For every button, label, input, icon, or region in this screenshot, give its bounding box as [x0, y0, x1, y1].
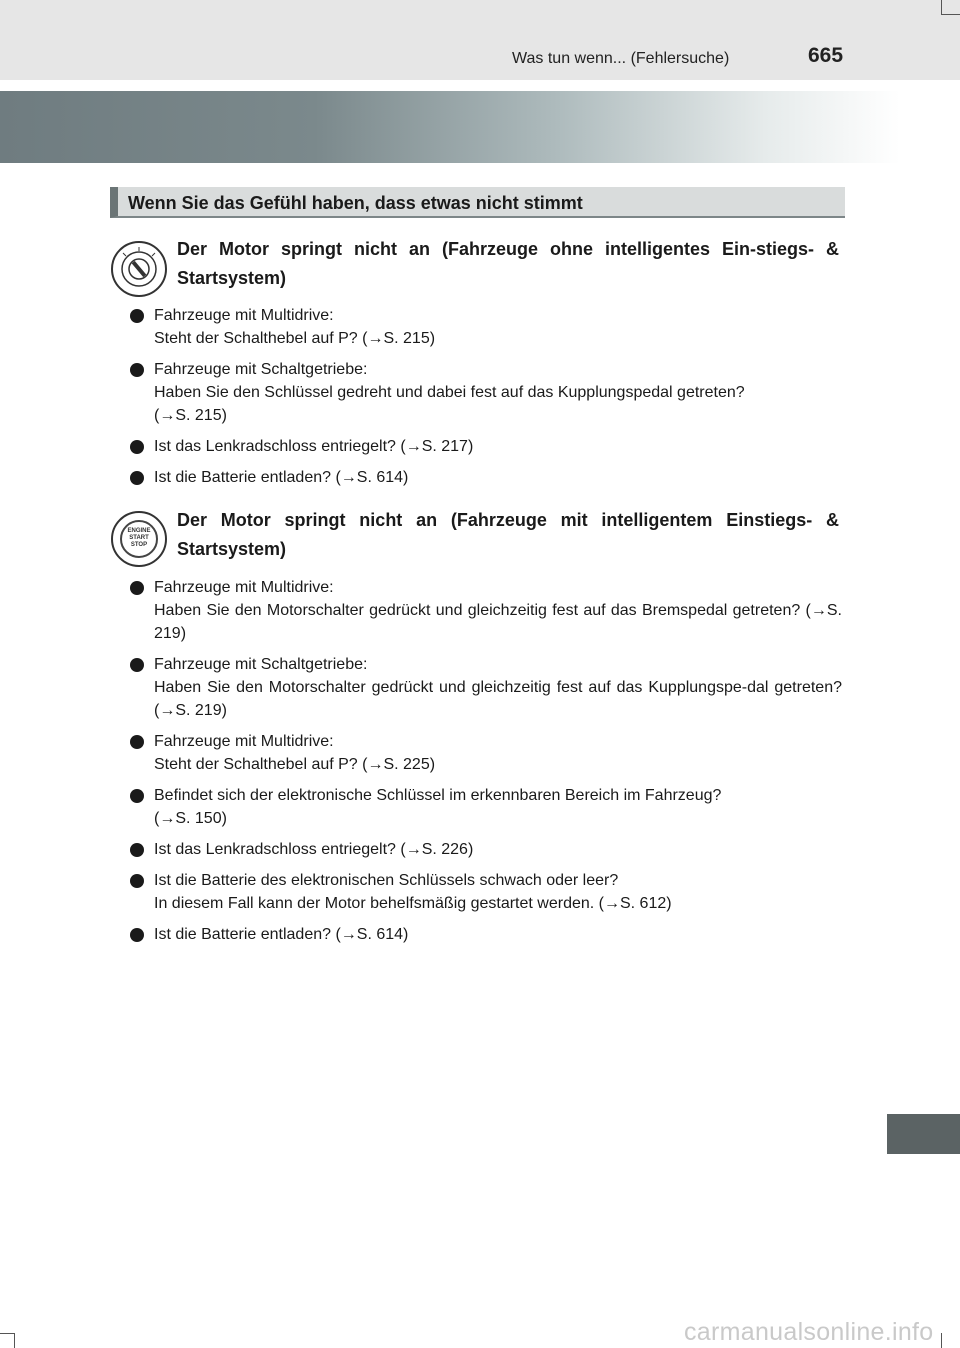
list-item	[130, 869, 842, 915]
list-item-line: Ist die Batterie des elektronischen Schlüssels schwach oder leer?	[154, 872, 619, 889]
ignition-key-icon	[111, 241, 167, 297]
list-item	[130, 923, 842, 946]
list-item	[130, 784, 842, 830]
list-item-line: Fahrzeuge mit Multidrive:	[154, 579, 334, 596]
list-item-line: Steht der Schalthebel auf P? (→S. 225)	[154, 756, 436, 773]
list-item-line: In diesem Fall kann der Motor behelfsmäßig gestartet werden. (→S. 612)	[154, 895, 672, 912]
list-item-line: (→S. 215)	[154, 407, 227, 424]
list-item-line: Haben Sie den Motorschalter gedrückt und gleichzeitig fest auf das Kupplungspe-dal getreten? (→S. 219)	[154, 679, 842, 719]
list-item-line: Haben Sie den Motorschalter gedrückt und gleichzeitig fest auf das Bremspedal getreten? (→S. 219)	[154, 602, 842, 642]
list-item-line: Ist die Batterie entladen? (→S. 614)	[154, 469, 409, 486]
page-number: 665	[808, 44, 844, 67]
section-heading	[110, 187, 845, 218]
list-item	[130, 435, 842, 458]
list-item-line: Ist das Lenkradschloss entriegelt? (→S. 217)	[154, 438, 474, 455]
engine-start-stop-button-icon	[111, 511, 167, 567]
list-item-line: Fahrzeuge mit Schaltgetriebe:	[154, 361, 368, 378]
start-button-label-line: START	[129, 535, 149, 541]
list-item-line: Fahrzeuge mit Multidrive:	[154, 307, 334, 324]
chapter-side-tab	[887, 1114, 960, 1154]
list-item	[130, 358, 842, 427]
crop-mark	[0, 1333, 14, 1334]
list-item	[130, 576, 842, 645]
list-item-line: Fahrzeuge mit Multidrive:	[154, 733, 334, 750]
section-heading-text: Wenn Sie das Gefühl haben, dass etwas nicht stimmt	[128, 193, 583, 213]
crop-mark	[941, 14, 960, 15]
crop-mark	[941, 0, 942, 14]
list-item	[130, 730, 842, 776]
list-item-line: Befindet sich der elektronische Schlüssel im erkennbaren Bereich im Fahrzeug?	[154, 787, 722, 804]
list-item	[130, 653, 842, 722]
list-item	[130, 838, 842, 861]
list-item-line: Haben Sie den Schlüssel gedreht und dabei fest auf das Kupplungspedal getreten?	[154, 384, 745, 401]
crop-mark	[941, 1333, 942, 1348]
list-item-line: Ist das Lenkradschloss entriegelt? (→S. 226)	[154, 841, 474, 858]
subsection-title: Der Motor springt nicht an (Fahrzeuge ohne intelligentes Ein-stiegs- & Startsystem)	[177, 239, 839, 288]
list-item-line: Steht der Schalthebel auf P? (→S. 215)	[154, 330, 436, 347]
ignition-key-icon-graphic	[113, 243, 165, 295]
start-button-label	[113, 528, 165, 549]
subsection-title: Der Motor springt nicht an (Fahrzeuge mit intelligentem Einstiegs- & Startsystem)	[177, 510, 839, 559]
list-item	[130, 466, 842, 489]
checklist-smart-key	[130, 576, 842, 954]
running-header-title: Was tun wenn... (Fehlersuche)	[512, 50, 730, 67]
watermark: carmanualsonline.info	[684, 1318, 934, 1346]
start-button-label-line: STOP	[130, 542, 148, 548]
list-item-line: Fahrzeuge mit Schaltgetriebe:	[154, 656, 368, 673]
list-item	[130, 304, 842, 350]
header-band	[0, 0, 960, 80]
list-item-line: (→S. 150)	[154, 810, 227, 827]
start-button-label-line: ENGINE	[127, 528, 151, 534]
crop-mark	[14, 1333, 15, 1348]
list-item-line: Ist die Batterie entladen? (→S. 614)	[154, 926, 409, 943]
chapter-gradient-banner	[0, 91, 900, 163]
checklist-no-smart-key	[130, 304, 842, 497]
